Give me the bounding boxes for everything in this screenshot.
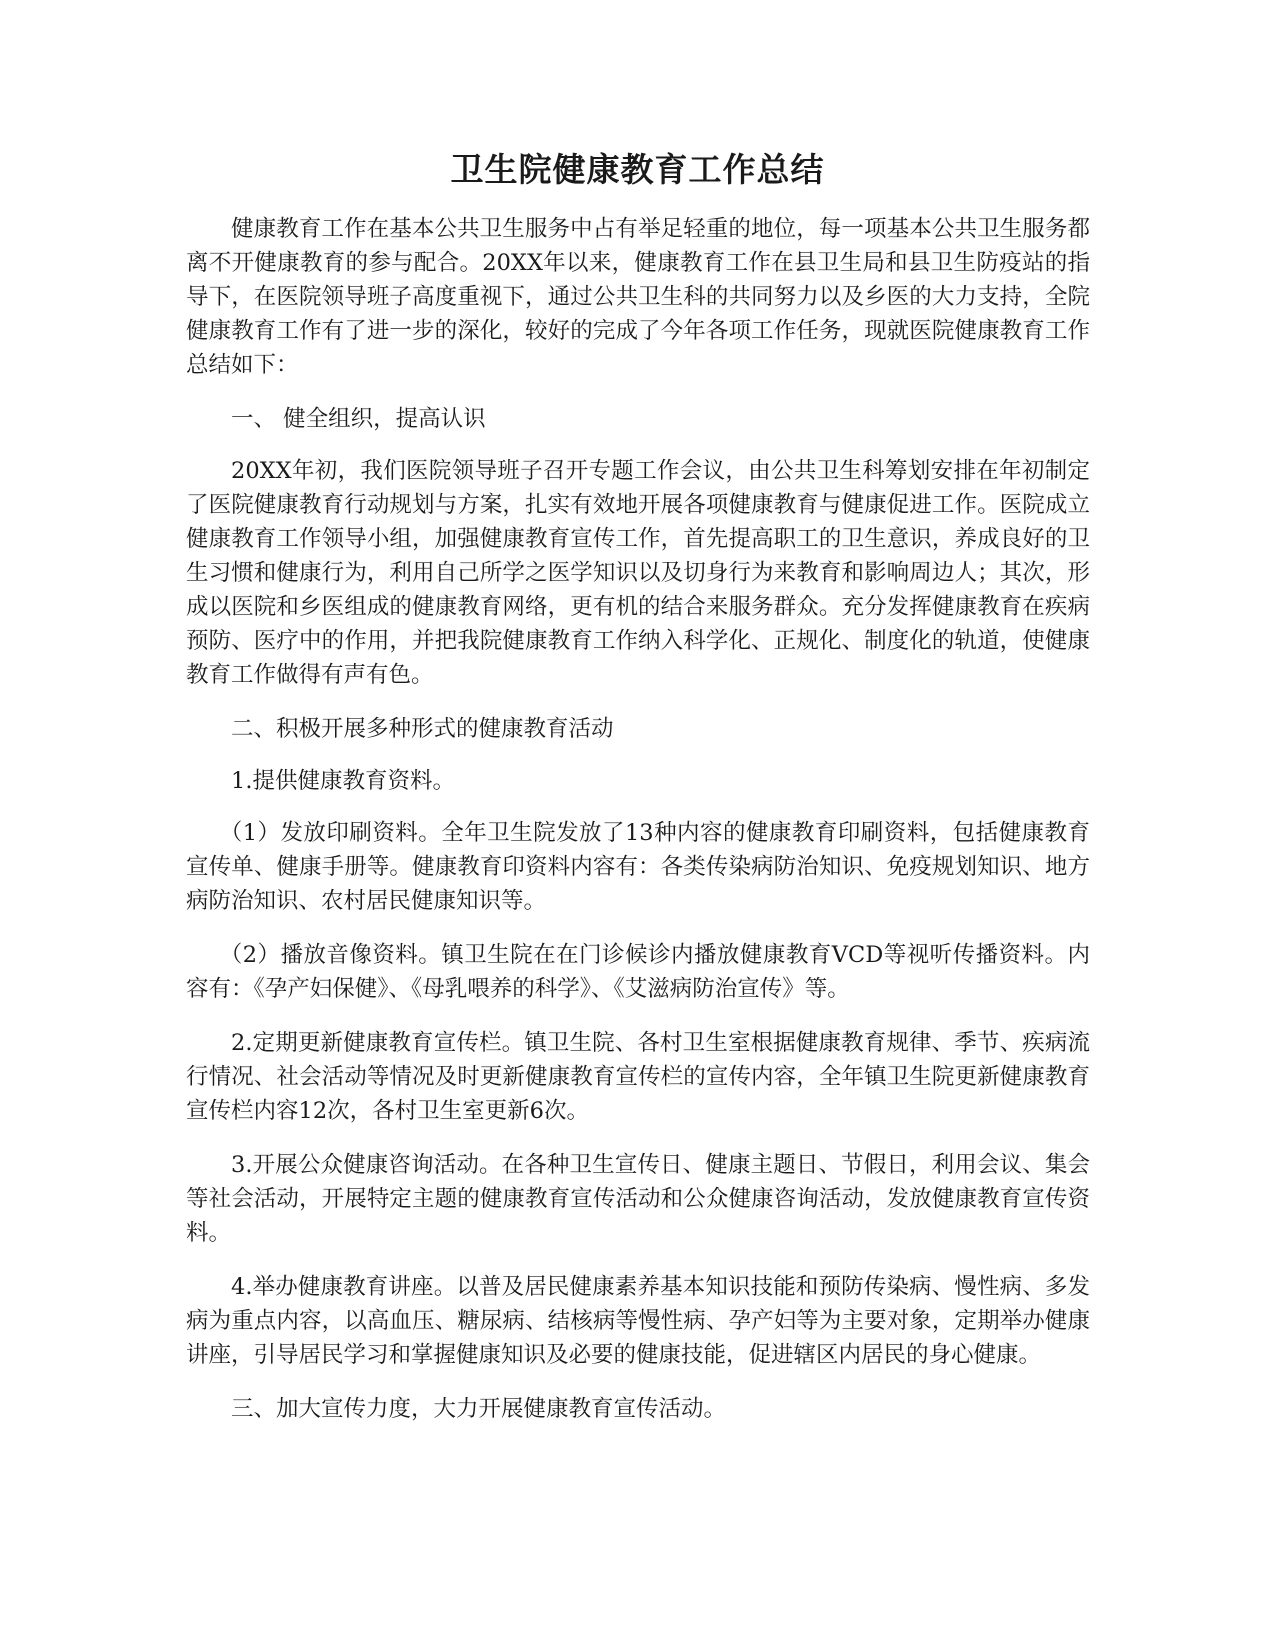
section-heading-2: 二、积极开展多种形式的健康教育活动	[231, 716, 614, 742]
sub-item-1: （1）发放印刷资料。全年卫生院发放了13种内容的健康教育印刷资料，包括健康教育宣传单、健康手册等。健康教育印资料内容有：各类传染病防治知识、免疫规划知识、地方病防治知识、农村居民健康知识等。	[186, 820, 1090, 914]
section-heading-1: 一、 健全组织，提高认识	[231, 406, 486, 432]
item-paragraph-2: 2.定期更新健康教育宣传栏。镇卫生院、各村卫生室根据健康教育规律、季节、疾病流行情况、社会活动等情况及时更新健康教育宣传栏的宣传内容，全年镇卫生院更新健康教育宣传栏内容12次，各村卫生室更新6次。	[186, 1030, 1090, 1124]
section-1-paragraph: 20XX年初，我们医院领导班子召开专题工作会议，由公共卫生科筹划安排在年初制定了医院健康教育行动规划与方案，扎实有效地开展各项健康教育与健康促进工作。医院成立健康教育工作领导小组，加强健康教育宣传工作，首先提高职工的卫生意识，养成良好的卫生习惯和健康行为，利用自己所学之医学知识以及切身行为来教育和影响周边人；其次，形成以医院和乡医组成的健康教育网络，更有机的结合来服务群众。充分发挥健康教育在疾病预防、医疗中的作用，并把我院健康教育工作纳入科学化、正规化、制度化的轨道，使健康教育工作做得有声有色。	[186, 458, 1090, 688]
sub-item-2: （2）播放音像资料。镇卫生院在在门诊候诊内播放健康教育VCD等视听传播资料。内容有：《孕产妇保健》、《母乳喂养的科学》、《艾滋病防治宣传》等。	[186, 942, 1090, 1002]
document-title: 卫生院健康教育工作总结	[450, 150, 825, 189]
item-paragraph-3: 3.开展公众健康咨询活动。在各种卫生宣传日、健康主题日、节假日，利用会议、集会等社会活动，开展特定主题的健康教育宣传活动和公众健康咨询活动，发放健康教育宣传资料。	[186, 1152, 1090, 1246]
item-paragraph-4: 4.举办健康教育讲座。以普及居民健康素养基本知识技能和预防传染病、慢性病、多发病为重点内容，以高血压、糖尿病、结核病等慢性病、孕产妇等为主要对象，定期举办健康讲座，引导居民学习和掌握健康知识及必要的健康技能，促进辖区内居民的身心健康。	[186, 1274, 1090, 1368]
document-body	[186, 212, 1090, 1444]
intro-paragraph: 健康教育工作在基本公共卫生服务中占有举足轻重的地位，每一项基本公共卫生服务都离不开健康教育的参与配合。20XX年以来，健康教育工作在县卫生局和县卫生防疫站的指导下，在医院领导班子高度重视下，通过公共卫生科的共同努力以及乡医的大力支持，全院健康教育工作有了进一步的深化，较好的完成了今年各项工作任务，现就医院健康教育工作总结如下：	[186, 216, 1090, 378]
item-heading-1: 1.提供健康教育资料。	[231, 768, 455, 794]
section-heading-3: 三、加大宣传力度，大力开展健康教育宣传活动。	[231, 1396, 727, 1422]
